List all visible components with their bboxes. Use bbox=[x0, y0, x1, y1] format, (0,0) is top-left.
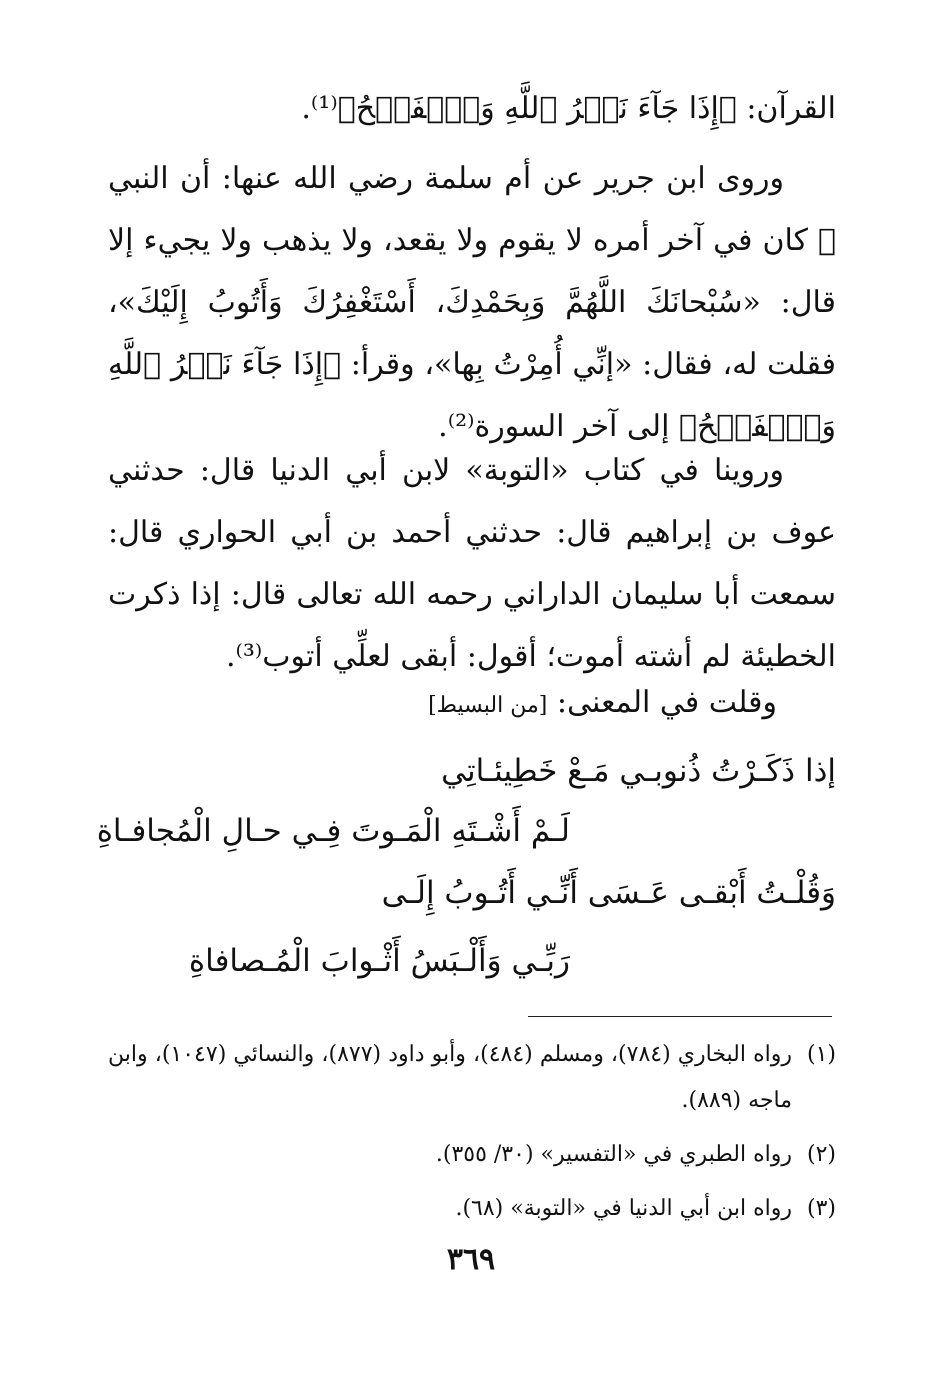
paragraph-quran-reference: القرآن: ﴿إِذَا جَآءَ نَصۡرُ ٱللَّهِ وَٱلۡفَتۡحُ﴾⁽¹⁾. bbox=[301, 91, 836, 126]
poem-verse-2: لَـمْ أَشْـتَهِ الْمَـوتَ فِـي حـالِ الْمُجافـاةِ bbox=[96, 813, 570, 849]
footnotes bbox=[108, 1032, 836, 1232]
footnote-divider bbox=[528, 1016, 832, 1017]
poem-intro-text: وقلت في المعنى: bbox=[556, 685, 777, 720]
poem-verse-3: وَقُلْـتُ أَبْقـى عَـسَى أَنِّـي أَتُـوبُ إِلَـى bbox=[381, 875, 836, 911]
footnote-text: رواه ابن أبي الدنيا في «التوبة» (٦٨). bbox=[455, 1196, 792, 1221]
footnote-number: (٢) bbox=[806, 1142, 836, 1167]
footnote-text: رواه الطبري في «التفسير» (٣٠/ ٣٥٥). bbox=[435, 1142, 792, 1167]
poem-meter: [من البسيط] bbox=[428, 693, 548, 718]
paragraph-tawbah-narration: وروينا في كتاب «التوبة» لابن أبي الدنيا قال: حدثني عوف بن إبراهيم قال: حدثني أحمد بن أبي الحواري قال: سمعت أبا سليمان الداراني رحمه الله تعالى قال: إذا ذكرت الخطيئة لم أشته أموت؛ أقول: أبقى لعلِّي أتوب⁽³⁾. bbox=[108, 453, 837, 674]
paragraph-ibn-jarir-narration: وروى ابن جرير عن أم سلمة رضي الله عنها: أن النبي ﷺ كان في آخر أمره لا يقوم ولا يقعد، ولا يذهب ولا يجيء إلا قال: «سُبْحانَكَ اللَّهُمَّ وَبِحَمْدِكَ، أَسْتَغْفِرُكَ وَأَتُوبُ إِلَيْكَ»، فقلت له، فقال: «إنِّي أُمِرْتُ بِها»، وقرأ: ﴿إِذَا جَآءَ نَصۡرُ ٱللَّهِ وَٱلۡفَتۡحُ﴾ إلى آخر السورة⁽²⁾. bbox=[108, 161, 836, 444]
page-number: ٣٦٩ bbox=[446, 1242, 496, 1277]
poem-verse-1: إذا ذَكَـرْتُ ذُنوبـي مَـعْ خَطِيئـاتِي bbox=[441, 753, 836, 789]
footnote-item bbox=[108, 1186, 836, 1232]
footnote-number: (١) bbox=[806, 1042, 836, 1067]
footnote-item bbox=[108, 1032, 836, 1124]
footnote-text: رواه البخاري (٧٨٤)، ومسلم (٤٨٤)، وأبو داود (٨٧٧)، والنسائي (١٠٤٧)، وابن ماجه (٨٨٩). bbox=[108, 1042, 792, 1113]
footnote-number: (٣) bbox=[806, 1196, 836, 1221]
poem-intro bbox=[428, 672, 777, 737]
poem-verse-4: رَبِّـي وَأَلْـبَسُ أَثْـوابَ الْمُـصافاةِ bbox=[188, 943, 570, 979]
footnote-item bbox=[108, 1132, 836, 1178]
